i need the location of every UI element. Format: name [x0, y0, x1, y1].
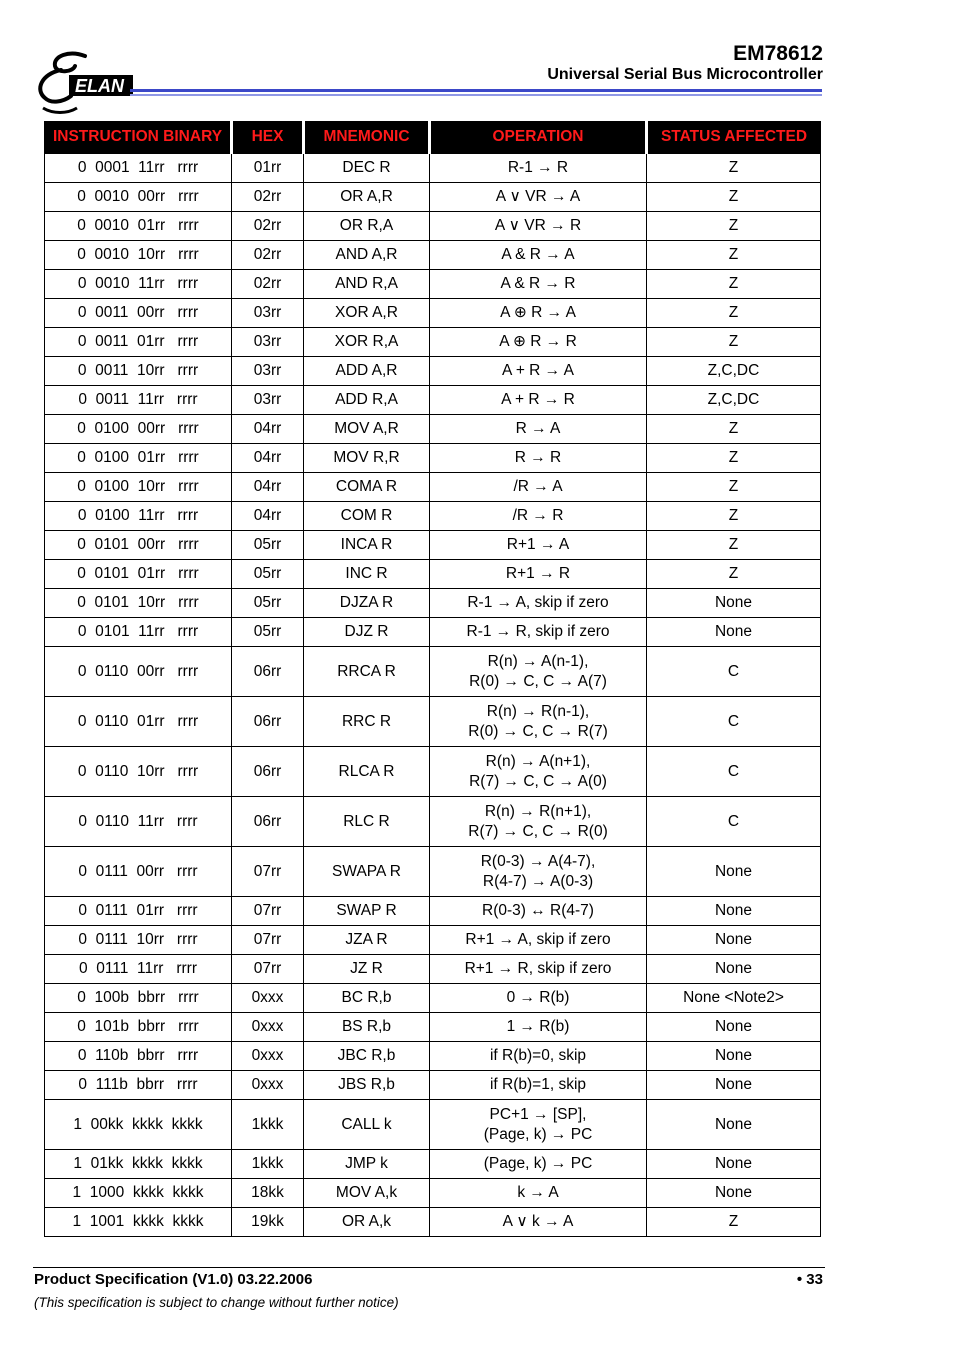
cell-status: None [647, 897, 821, 926]
table-row [45, 270, 821, 299]
cell-operation: R+1 → A [430, 531, 647, 560]
cell-operation: k → A [430, 1179, 647, 1208]
cell-status: Z [647, 299, 821, 328]
cell-hex: 05rr [232, 531, 304, 560]
cell-instruction-binary: 0 0100 00rr rrrr [45, 415, 232, 444]
column-header-status-affected: STATUS AFFECTED [647, 122, 821, 154]
cell-status: Z [647, 183, 821, 212]
cell-mnemonic: DEC R [304, 153, 430, 183]
table-row [45, 1100, 821, 1150]
cell-instruction-binary: 0 0001 11rr rrrr [45, 153, 232, 183]
table-row [45, 1150, 821, 1179]
cell-mnemonic: ADD A,R [304, 357, 430, 386]
cell-hex: 19kk [232, 1208, 304, 1237]
cell-status: None [647, 955, 821, 984]
cell-operation: R(n) → A(n+1), R(7) → C, C → A(0) [430, 747, 647, 797]
footer-spec: Product Specification (V1.0) 03.22.2006 [34, 1271, 313, 1288]
cell-hex: 02rr [232, 212, 304, 241]
table-row [45, 697, 821, 747]
footer-note: (This specification is subject to change without further notice) [34, 1295, 399, 1310]
cell-mnemonic: AND A,R [304, 241, 430, 270]
cell-hex: 06rr [232, 797, 304, 847]
cell-mnemonic: COM R [304, 502, 430, 531]
cell-instruction-binary: 0 100b bbrr rrrr [45, 984, 232, 1013]
cell-mnemonic: JZA R [304, 926, 430, 955]
table-row [45, 926, 821, 955]
cell-operation: A & R → R [430, 270, 647, 299]
cell-operation: R+1 → A, skip if zero [430, 926, 647, 955]
cell-instruction-binary: 0 111b bbrr rrrr [45, 1071, 232, 1100]
cell-mnemonic: CALL k [304, 1100, 430, 1150]
cell-status: None [647, 1100, 821, 1150]
cell-instruction-binary: 0 0111 11rr rrrr [45, 955, 232, 984]
cell-instruction-binary: 0 0111 10rr rrrr [45, 926, 232, 955]
table-row [45, 1179, 821, 1208]
cell-hex: 03rr [232, 328, 304, 357]
table-row [45, 531, 821, 560]
table-row [45, 589, 821, 618]
cell-operation: 1 → R(b) [430, 1013, 647, 1042]
table-row [45, 647, 821, 697]
document-title: EM78612 [733, 42, 823, 65]
cell-instruction-binary: 0 0010 11rr rrrr [45, 270, 232, 299]
cell-status: None [647, 1042, 821, 1071]
cell-mnemonic: XOR R,A [304, 328, 430, 357]
cell-status: Z [647, 270, 821, 299]
cell-instruction-binary: 0 101b bbrr rrrr [45, 1013, 232, 1042]
cell-instruction-binary: 0 0101 01rr rrrr [45, 560, 232, 589]
cell-status: None [647, 589, 821, 618]
cell-operation: R(0-3) ↔ R(4-7) [430, 897, 647, 926]
cell-hex: 07rr [232, 897, 304, 926]
cell-hex: 03rr [232, 386, 304, 415]
cell-mnemonic: INC R [304, 560, 430, 589]
cell-status: Z,C,DC [647, 357, 821, 386]
logo-text: ELAN [75, 76, 124, 96]
cell-instruction-binary: 0 0101 11rr rrrr [45, 618, 232, 647]
cell-operation: R(n) → R(n-1), R(0) → C, C → R(7) [430, 697, 647, 747]
cell-mnemonic: RLCA R [304, 747, 430, 797]
cell-operation: A & R → A [430, 241, 647, 270]
cell-operation: if R(b)=1, skip [430, 1071, 647, 1100]
page-number: • 33 [796, 1271, 823, 1288]
cell-status: C [647, 747, 821, 797]
cell-operation: R → A [430, 415, 647, 444]
cell-operation: /R → A [430, 473, 647, 502]
cell-hex: 1kkk [232, 1150, 304, 1179]
cell-operation: 0 → R(b) [430, 984, 647, 1013]
cell-hex: 06rr [232, 747, 304, 797]
cell-operation: A + R → A [430, 357, 647, 386]
cell-hex: 07rr [232, 926, 304, 955]
cell-hex: 04rr [232, 473, 304, 502]
elan-logo [33, 48, 135, 120]
cell-hex: 07rr [232, 847, 304, 897]
cell-instruction-binary: 1 1001 kkkk kkkk [45, 1208, 232, 1237]
cell-mnemonic: MOV R,R [304, 444, 430, 473]
table-header-row [45, 122, 821, 154]
cell-operation: if R(b)=0, skip [430, 1042, 647, 1071]
table-row [45, 1071, 821, 1100]
cell-operation: R-1 → R [430, 153, 647, 183]
cell-mnemonic: BC R,b [304, 984, 430, 1013]
cell-mnemonic: MOV A,k [304, 1179, 430, 1208]
cell-operation: /R → R [430, 502, 647, 531]
cell-instruction-binary: 0 0010 00rr rrrr [45, 183, 232, 212]
cell-operation: (Page, k) → PC [430, 1150, 647, 1179]
column-header-hex: HEX [232, 122, 304, 154]
cell-status: C [647, 697, 821, 747]
table-row [45, 560, 821, 589]
cell-status: C [647, 647, 821, 697]
cell-hex: 04rr [232, 415, 304, 444]
cell-operation: R-1 → R, skip if zero [430, 618, 647, 647]
table-row [45, 415, 821, 444]
cell-status: Z [647, 1208, 821, 1237]
cell-mnemonic: RLC R [304, 797, 430, 847]
cell-instruction-binary: 0 0111 00rr rrrr [45, 847, 232, 897]
instruction-table [44, 121, 821, 1237]
cell-hex: 03rr [232, 299, 304, 328]
cell-instruction-binary: 0 0110 11rr rrrr [45, 797, 232, 847]
cell-instruction-binary: 1 00kk kkkk kkkk [45, 1100, 232, 1150]
table-row [45, 473, 821, 502]
cell-instruction-binary: 0 0100 10rr rrrr [45, 473, 232, 502]
cell-operation: A ∨ VR → R [430, 212, 647, 241]
footer-rule [33, 1267, 825, 1268]
table-row [45, 797, 821, 847]
cell-instruction-binary: 1 1000 kkkk kkkk [45, 1179, 232, 1208]
table-row [45, 386, 821, 415]
table-row [45, 299, 821, 328]
header-rule-light [130, 94, 822, 96]
cell-status: Z [647, 502, 821, 531]
cell-hex: 02rr [232, 270, 304, 299]
cell-status: Z [647, 444, 821, 473]
cell-mnemonic: SWAPA R [304, 847, 430, 897]
cell-operation: R+1 → R, skip if zero [430, 955, 647, 984]
cell-status: Z [647, 560, 821, 589]
cell-hex: 06rr [232, 697, 304, 747]
cell-instruction-binary: 0 0011 01rr rrrr [45, 328, 232, 357]
table-row [45, 955, 821, 984]
cell-hex: 18kk [232, 1179, 304, 1208]
cell-instruction-binary: 0 0110 10rr rrrr [45, 747, 232, 797]
cell-mnemonic: INCA R [304, 531, 430, 560]
column-header-instruction-binary: INSTRUCTION BINARY [45, 122, 232, 154]
cell-instruction-binary: 0 0011 10rr rrrr [45, 357, 232, 386]
cell-status: Z [647, 153, 821, 183]
cell-status: None [647, 618, 821, 647]
cell-hex: 02rr [232, 241, 304, 270]
cell-hex: 0xxx [232, 1071, 304, 1100]
cell-mnemonic: SWAP R [304, 897, 430, 926]
cell-instruction-binary: 1 01kk kkkk kkkk [45, 1150, 232, 1179]
table-row [45, 618, 821, 647]
cell-mnemonic: AND R,A [304, 270, 430, 299]
cell-instruction-binary: 0 0101 10rr rrrr [45, 589, 232, 618]
table-row [45, 328, 821, 357]
cell-status: None [647, 1179, 821, 1208]
cell-operation: A + R → R [430, 386, 647, 415]
cell-hex: 05rr [232, 618, 304, 647]
cell-operation: A ⊕ R → A [430, 299, 647, 328]
cell-mnemonic: OR A,R [304, 183, 430, 212]
cell-instruction-binary: 0 0010 01rr rrrr [45, 212, 232, 241]
header-rule [130, 89, 822, 92]
cell-status: None [647, 1013, 821, 1042]
cell-hex: 06rr [232, 647, 304, 697]
cell-mnemonic: JBC R,b [304, 1042, 430, 1071]
table-row [45, 357, 821, 386]
cell-operation: R+1 → R [430, 560, 647, 589]
table-row [45, 747, 821, 797]
cell-instruction-binary: 0 0010 10rr rrrr [45, 241, 232, 270]
cell-mnemonic: JBS R,b [304, 1071, 430, 1100]
cell-status: C [647, 797, 821, 847]
cell-status: None [647, 926, 821, 955]
document-subtitle: Universal Serial Bus Microcontroller [547, 66, 823, 83]
table-row [45, 212, 821, 241]
column-header-mnemonic: MNEMONIC [304, 122, 430, 154]
cell-status: Z [647, 531, 821, 560]
cell-instruction-binary: 0 0110 00rr rrrr [45, 647, 232, 697]
cell-status: Z [647, 415, 821, 444]
cell-mnemonic: ADD R,A [304, 386, 430, 415]
table-row [45, 1042, 821, 1071]
cell-mnemonic: JZ R [304, 955, 430, 984]
cell-hex: 01rr [232, 153, 304, 183]
cell-hex: 0xxx [232, 984, 304, 1013]
cell-status: Z [647, 212, 821, 241]
cell-status: Z [647, 241, 821, 270]
cell-mnemonic: COMA R [304, 473, 430, 502]
cell-operation: A ∨ VR → A [430, 183, 647, 212]
table-row [45, 897, 821, 926]
cell-operation: PC+1 → [SP], (Page, k) → PC [430, 1100, 647, 1150]
cell-hex: 0xxx [232, 1042, 304, 1071]
cell-operation: R(n) → A(n-1), R(0) → C, C → A(7) [430, 647, 647, 697]
cell-status: None [647, 1150, 821, 1179]
cell-mnemonic: OR A,k [304, 1208, 430, 1237]
cell-instruction-binary: 0 0011 00rr rrrr [45, 299, 232, 328]
table-row [45, 1208, 821, 1237]
cell-mnemonic: DJZA R [304, 589, 430, 618]
cell-instruction-binary: 0 0100 01rr rrrr [45, 444, 232, 473]
cell-mnemonic: MOV A,R [304, 415, 430, 444]
table-row [45, 153, 821, 183]
cell-operation: A ⊕ R → R [430, 328, 647, 357]
cell-instruction-binary: 0 0011 11rr rrrr [45, 386, 232, 415]
cell-instruction-binary: 0 0111 01rr rrrr [45, 897, 232, 926]
table-row [45, 847, 821, 897]
cell-instruction-binary: 0 0100 11rr rrrr [45, 502, 232, 531]
cell-status: Z,C,DC [647, 386, 821, 415]
cell-instruction-binary: 0 110b bbrr rrrr [45, 1042, 232, 1071]
cell-status: None [647, 1071, 821, 1100]
cell-operation: A ∨ k → A [430, 1208, 647, 1237]
cell-mnemonic: RRCA R [304, 647, 430, 697]
cell-mnemonic: RRC R [304, 697, 430, 747]
cell-hex: 04rr [232, 444, 304, 473]
cell-hex: 05rr [232, 560, 304, 589]
table-row [45, 502, 821, 531]
cell-mnemonic: BS R,b [304, 1013, 430, 1042]
cell-hex: 07rr [232, 955, 304, 984]
column-header-operation: OPERATION [430, 122, 647, 154]
table-row [45, 241, 821, 270]
cell-mnemonic: JMP k [304, 1150, 430, 1179]
table-row [45, 1013, 821, 1042]
cell-instruction-binary: 0 0110 01rr rrrr [45, 697, 232, 747]
cell-mnemonic: XOR A,R [304, 299, 430, 328]
cell-operation: R-1 → A, skip if zero [430, 589, 647, 618]
table-row [45, 444, 821, 473]
table-row [45, 183, 821, 212]
cell-hex: 0xxx [232, 1013, 304, 1042]
cell-operation: R(n) → R(n+1), R(7) → C, C → R(0) [430, 797, 647, 847]
cell-status: Z [647, 473, 821, 502]
cell-hex: 02rr [232, 183, 304, 212]
cell-hex: 1kkk [232, 1100, 304, 1150]
cell-operation: R(0-3) → A(4-7), R(4-7) → A(0-3) [430, 847, 647, 897]
cell-mnemonic: OR R,A [304, 212, 430, 241]
cell-status: None <Note2> [647, 984, 821, 1013]
cell-mnemonic: DJZ R [304, 618, 430, 647]
cell-hex: 04rr [232, 502, 304, 531]
cell-operation: R → R [430, 444, 647, 473]
cell-hex: 05rr [232, 589, 304, 618]
cell-status: None [647, 847, 821, 897]
cell-hex: 03rr [232, 357, 304, 386]
cell-status: Z [647, 328, 821, 357]
cell-instruction-binary: 0 0101 00rr rrrr [45, 531, 232, 560]
table-row [45, 984, 821, 1013]
